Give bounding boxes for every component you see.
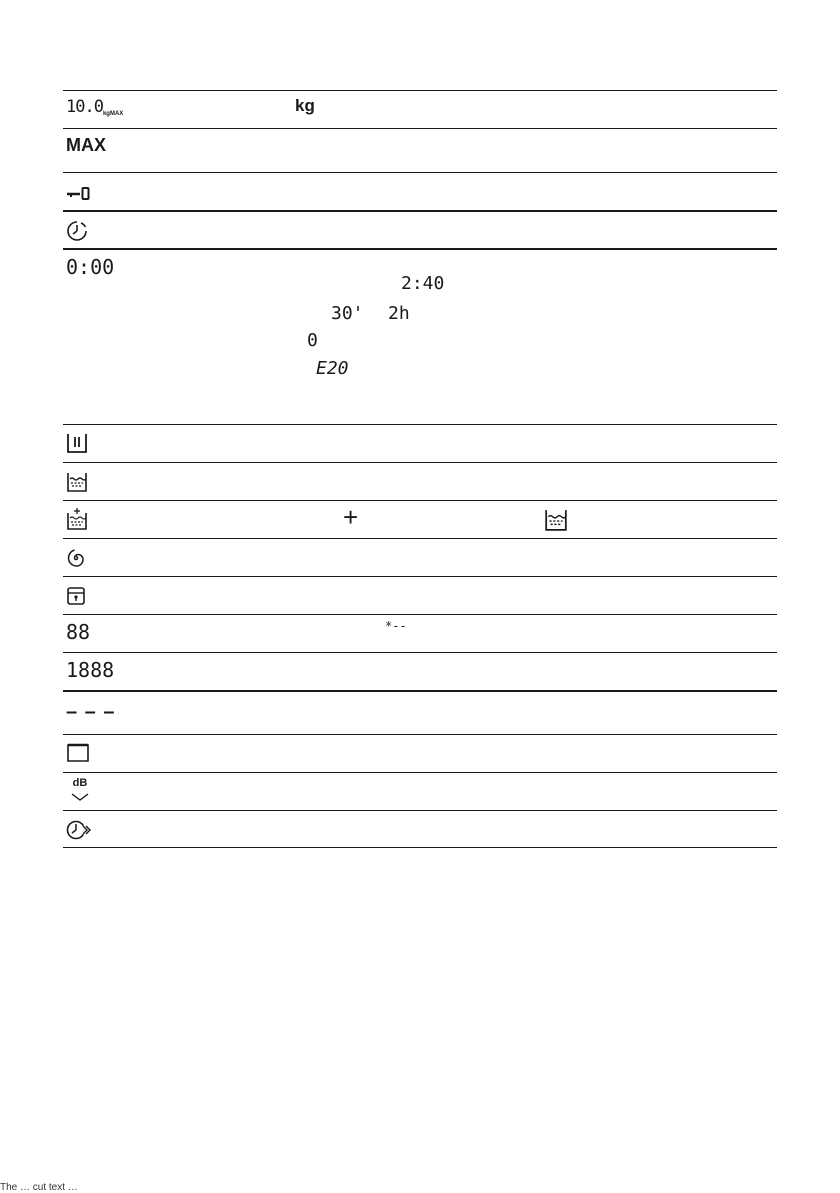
table-row-time-display <box>63 248 777 424</box>
four-digit-display-icon: 1888 <box>66 658 115 682</box>
water-tub-icon <box>544 508 568 532</box>
extra-rinse-icon <box>66 507 88 531</box>
time-save-icon <box>66 819 92 841</box>
temperature-none-symbol: *-- <box>385 619 407 633</box>
table-row-extra-rinse <box>63 500 777 538</box>
table-row-water <box>63 462 777 500</box>
symbol-table <box>63 90 777 848</box>
plus-symbol: + <box>343 502 359 532</box>
table-row-time-save <box>63 810 777 848</box>
display-value: 0 <box>307 330 318 351</box>
display-value: E20 <box>316 358 349 379</box>
spin-icon <box>66 548 86 568</box>
clock-icon <box>66 220 88 242</box>
key-icon <box>66 186 94 200</box>
display-frame-icon <box>66 743 90 763</box>
dashes-icon: – – – <box>66 701 116 723</box>
time-display-icon: 0:00 <box>66 255 115 279</box>
cut-footer-text: The … cut text … <box>0 1182 78 1193</box>
table-row-key <box>63 172 777 210</box>
drawer-icon <box>66 432 88 454</box>
table-row-door-lock <box>63 576 777 614</box>
table-row-drawer <box>63 424 777 462</box>
table-row-quiet <box>63 772 777 810</box>
capacity-display-icon: 10.0kgMAX <box>66 97 124 117</box>
kg-label: kg <box>295 96 315 115</box>
max-icon: MAX <box>66 135 106 155</box>
table-row-spin <box>63 538 777 576</box>
quiet-icon: dB <box>68 778 92 807</box>
table-row-capacity <box>63 90 777 128</box>
table-row-88 <box>63 614 777 652</box>
table-row-dashes <box>63 690 777 734</box>
display-value: 30' <box>331 303 364 324</box>
chevron-down-icon <box>70 792 90 802</box>
two-digit-display-icon: 88 <box>66 620 91 644</box>
door-lock-icon <box>66 586 86 606</box>
water-tub-icon <box>66 471 88 493</box>
table-row-clock <box>63 210 777 248</box>
display-value: 2h <box>388 303 410 324</box>
table-row-1888 <box>63 652 777 690</box>
table-row-max <box>63 128 777 172</box>
table-row-frame <box>63 734 777 772</box>
display-value: 2:40 <box>401 273 445 294</box>
